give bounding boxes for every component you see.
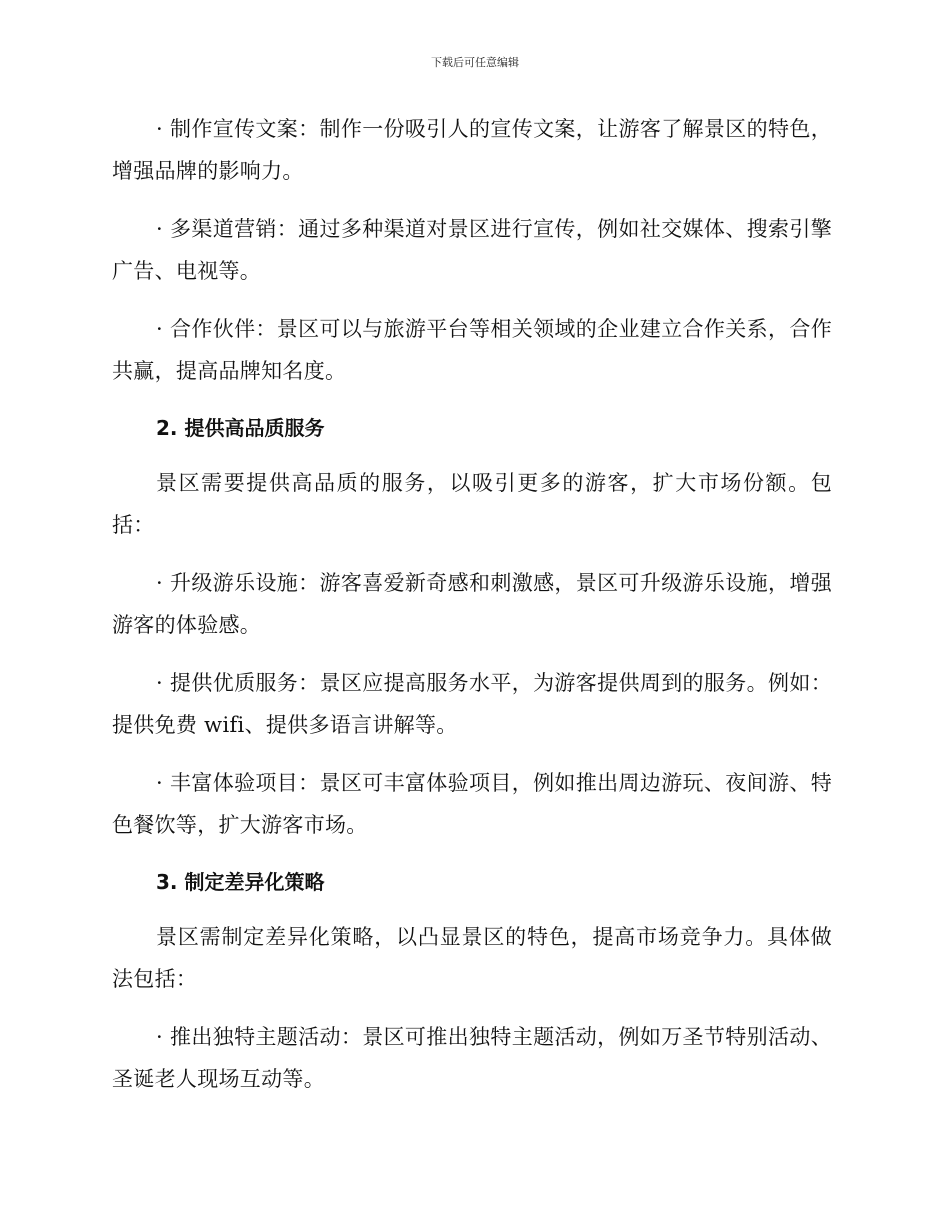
paragraph-multichannel-marketing: · 多渠道营销：通过多种渠道对景区进行宣传，例如社交媒体、搜索引擎广告、电视等。 <box>112 217 832 283</box>
paragraph-rich-experiences: · 丰富体验项目：景区可丰富体验项目，例如推出周边游玩、夜间游、特色餐饮等，扩大游客市场。 <box>112 771 832 837</box>
paragraph-quality-service-intro: 景区需要提供高品质的服务，以吸引更多的游客，扩大市场份额。包括： <box>112 471 832 537</box>
paragraph-partners: · 合作伙伴：景区可以与旅游平台等相关领域的企业建立合作关系，合作共赢，提高品牌知名度。 <box>112 317 832 383</box>
paragraph-theme-events: · 推出独特主题活动：景区可推出独特主题活动，例如万圣节特别活动、圣诞老人现场互动等。 <box>112 1025 832 1091</box>
paragraph-quality-services: · 提供优质服务：景区应提高服务水平，为游客提供周到的服务。例如：提供免费 wifi、提供多语言讲解等。 <box>112 671 832 737</box>
paragraph-upgrade-facilities: · 升级游乐设施：游客喜爱新奇感和刺激感，景区可升级游乐设施，增强游客的体验感。 <box>112 571 832 637</box>
paragraph-promo-copy: · 制作宣传文案：制作一份吸引人的宣传文案，让游客了解景区的特色，增强品牌的影响力。 <box>112 117 832 183</box>
paragraph-differentiation-intro: 景区需制定差异化策略，以凸显景区的特色，提高市场竞争力。具体做法包括： <box>112 925 832 991</box>
section-heading-differentiation: 3. 制定差异化策略 <box>156 870 325 894</box>
page-header: 下载后可任意编辑 <box>431 56 519 69</box>
document-body <box>112 108 832 1116</box>
section-heading-quality-service: 2. 提供高品质服务 <box>156 416 325 440</box>
